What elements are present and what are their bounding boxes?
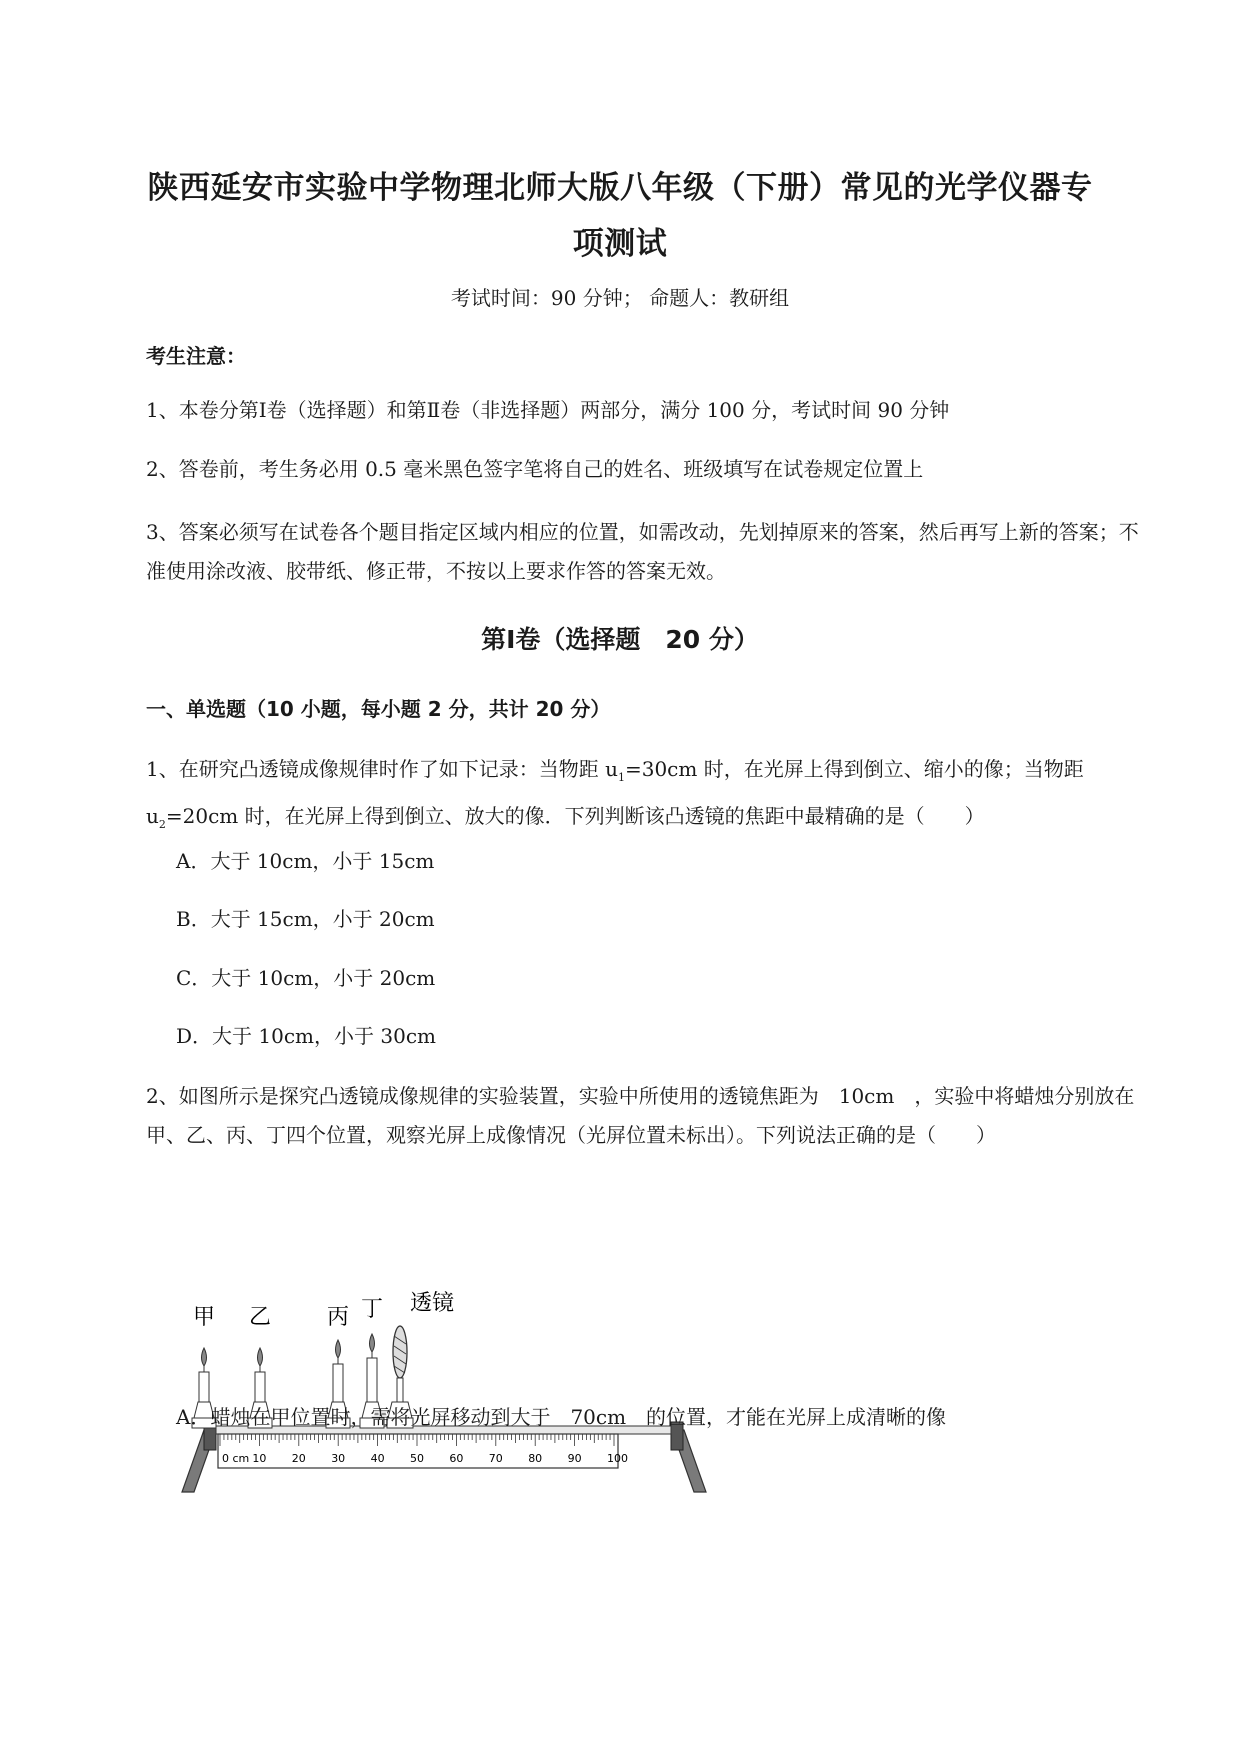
ruler-tick-label: 0 cm: [222, 1452, 250, 1465]
candle-position-label: 乙: [249, 1305, 272, 1330]
candle-flame: [370, 1334, 375, 1352]
question-2-stem: 2、如图所示是探究凸透镜成像规律的实验装置，实验中所使用的透镜焦距为 10cm ，实验中将蜡烛分别放在甲、乙、丙、丁四个位置，观察光屏上成像情况（光屏位置未标出）。下列说法正确的是（ ）: [146, 1084, 1135, 1147]
optical-bench-figure: [178, 1280, 718, 1510]
subscript-1: 1: [617, 771, 625, 784]
candle-position-label: 丁: [361, 1297, 384, 1322]
part-heading: 一、单选题（10 小题，每小题 2 分，共计 20 分）: [146, 697, 611, 721]
candle-body: [199, 1372, 209, 1402]
candle-body: [367, 1358, 377, 1402]
question-1-option-c: C．大于 10cm，小于 20cm: [176, 966, 436, 990]
section-title: 第Ⅰ卷（选择题 20 分）: [481, 625, 759, 654]
notice-item-3: 3、答案必须写在试卷各个题目指定区域内相应的位置，如需改动，先划掉原来的答案，然后再写上新的答案；不准使用涂改液、胶带纸、修正带，不按以上要求作答的答案无效。: [146, 520, 1139, 583]
notice-heading: 考生注意：: [146, 344, 246, 368]
ruler-tick-label: 50: [410, 1452, 424, 1465]
candle-body: [333, 1364, 343, 1402]
question-1-option-a: A．大于 10cm，小于 15cm: [176, 849, 435, 873]
ruler-tick-label: 60: [449, 1452, 464, 1465]
ruler-tick-label: 100: [607, 1452, 628, 1465]
question-1-stem: [146, 750, 1151, 844]
candle-flame: [336, 1340, 341, 1358]
ruler-tick-label: 10: [252, 1452, 267, 1465]
candle-position-label: 丙: [327, 1305, 350, 1330]
ruler-tick-label: 30: [331, 1452, 346, 1465]
candle-flame: [258, 1348, 263, 1366]
notice-item-1: 1、本卷分第Ⅰ卷（选择题）和第Ⅱ卷（非选择题）两部分，满分 100 分，考试时间 90 分钟: [146, 398, 950, 422]
exam-title-line2: 项测试: [572, 226, 668, 262]
question-1-text-c: =20cm 时，在光屏上得到倒立、放大的像．下列判断该凸透镜的焦距中最精确的是（ ）: [165, 804, 985, 828]
candle-flame: [202, 1348, 207, 1366]
ruler-tick-label: 20: [291, 1452, 306, 1465]
ruler-tick-label: 80: [528, 1452, 543, 1465]
exam-info: 考试时间：90 分钟； 命题人：教研组: [450, 286, 790, 310]
lens-label: 透镜: [410, 1291, 455, 1316]
candle-body: [255, 1372, 265, 1402]
question-1-option-b: B．大于 15cm，小于 20cm: [176, 907, 435, 931]
lens-stand: [397, 1378, 403, 1402]
notice-item-2: 2、答卷前，考生务必用 0.5 毫米黑色签字笔将自己的姓名、班级填写在试卷规定位置上: [146, 457, 924, 481]
question-1-text-a: 1、在研究凸透镜成像规律时作了如下记录：当物距 u: [146, 757, 618, 781]
ruler-tick-label: 70: [488, 1452, 503, 1465]
question-1-option-d: D．大于 10cm，小于 30cm: [176, 1024, 436, 1048]
subscript-2: 2: [158, 818, 166, 831]
candle-position-label: 甲: [193, 1305, 216, 1330]
question-1-text-b: =30cm 时，在光屏上得到倒立、缩小的像；当物距 u: [146, 757, 1084, 828]
ruler-tick-label: 90: [567, 1452, 582, 1465]
question-2-option-a: A．蜡烛在甲位置时，需将光屏移动到大于 70cm 的位置，才能在光屏上成清晰的像: [176, 1405, 947, 1429]
exam-title-line1: 陕西延安市实验中学物理北师大版八年级（下册）常见的光学仪器专: [147, 170, 1093, 206]
ruler-tick-label: 40: [370, 1452, 385, 1465]
